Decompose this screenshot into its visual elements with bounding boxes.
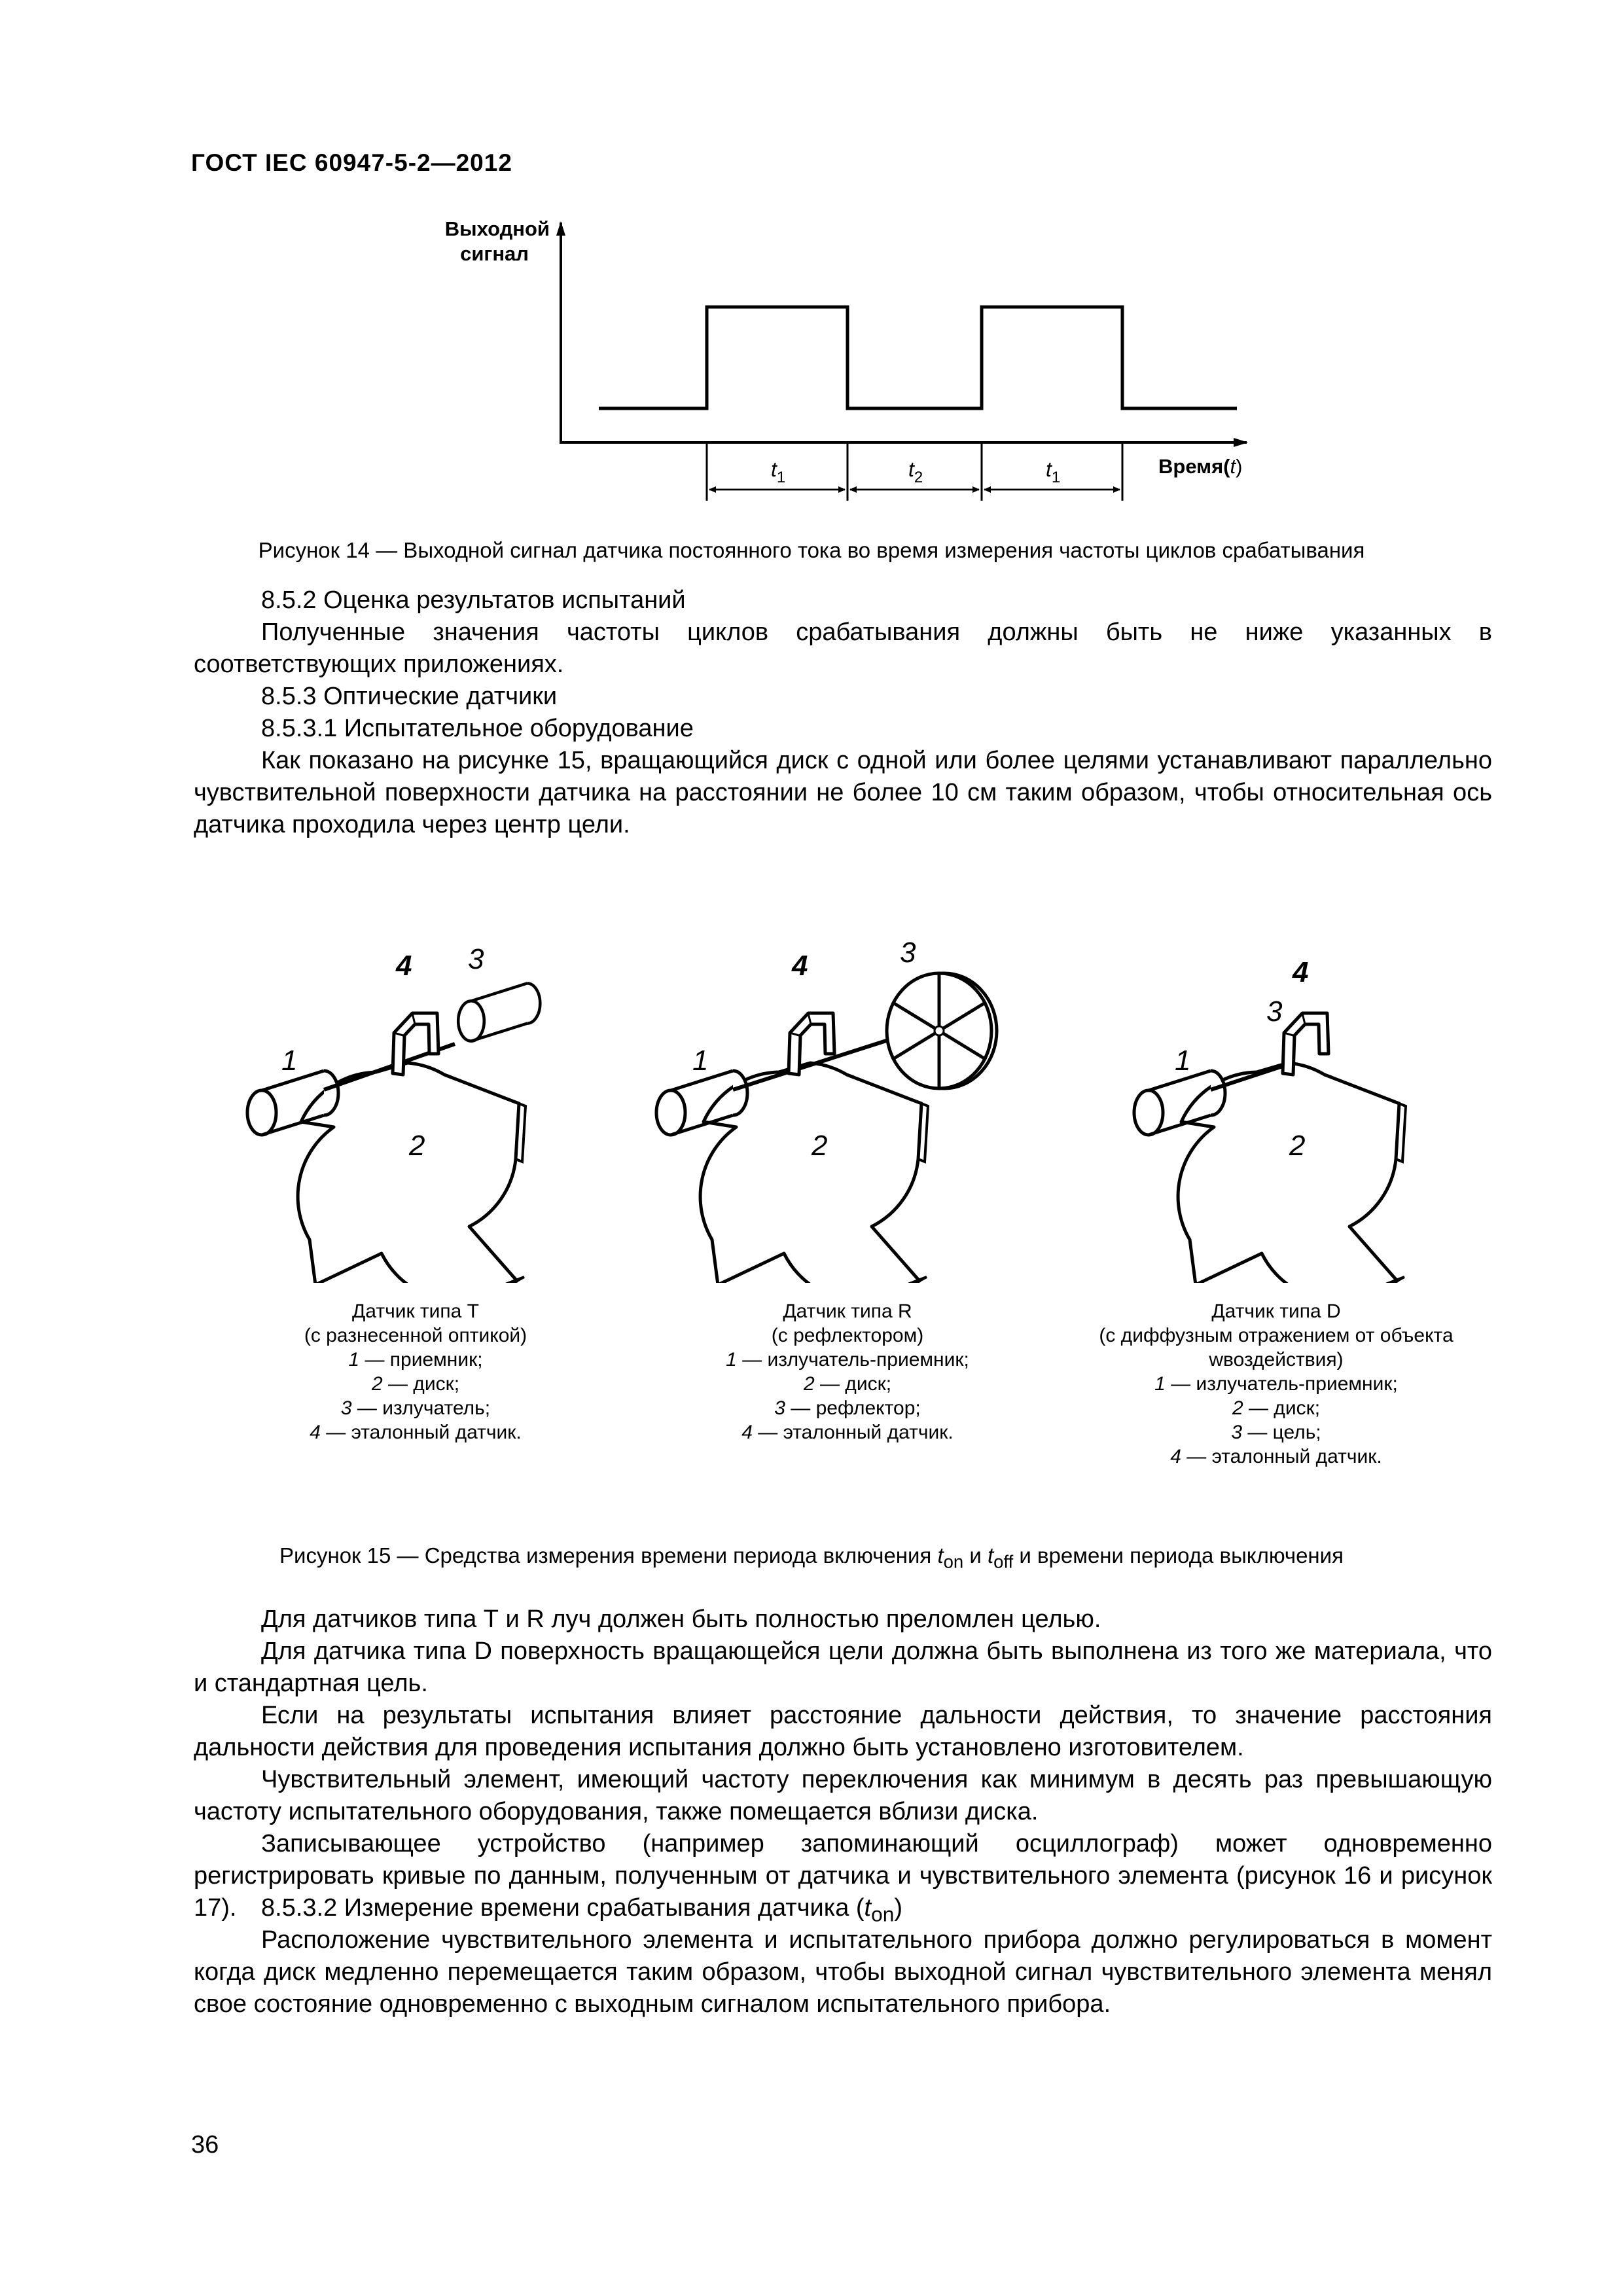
sensor-type-t-diagram — [247, 943, 540, 1283]
svg-text:2: 2 — [812, 1130, 828, 1162]
sensor-type-r-legend: Датчик типа R (с рефлектором) 1 — излучатель-приемник; 2 — диск; 3 — рефлектор; 4 — эталонный датчик. — [726, 1300, 969, 1443]
sensor-type-d-diagram — [1134, 956, 1406, 1283]
paragraph-beam: Для датчиков типа Т и R луч должен быть полностью преломлен целью. — [261, 1605, 1101, 1633]
sensor-type-t-legend: Датчик типа Т (с разнесенной оптикой) 1 — приемник; 2 — диск; 3 — излучатель; 4 — эталонный датчик. — [304, 1300, 527, 1443]
section-8-5-3-2: 8.5.3.2 Измерение времени срабатывания датчика $(t_{on})$ — [261, 1894, 902, 1926]
svg-text:4: 4 — [396, 950, 412, 982]
section-8-5-3: 8.5.3 Оптические датчики — [261, 683, 558, 710]
paragraph-recorder: Записывающее устройство (например запоминающий осциллограф) может одновременно регистрировать кривые по данным, полученным от датчика и чувствительного элемента (рисунок 16 и рисунок 17). — [194, 1830, 1492, 1922]
svg-text:2: 2 — [1289, 1130, 1306, 1162]
svg-text:1: 1 — [281, 1045, 298, 1077]
reflector-wheel — [887, 973, 997, 1088]
t1-label-second: $t_1$ — [1046, 457, 1061, 486]
section-8-5-2: 8.5.2 Оценка результатов испытаний — [261, 586, 686, 614]
x-axis-label: Время(t) — [1158, 455, 1243, 478]
svg-text:4: 4 — [792, 950, 808, 982]
page-number: 36 — [191, 2131, 219, 2159]
svg-text:2: 2 — [409, 1130, 425, 1162]
y-axis-label-2: сигнал — [460, 242, 529, 265]
sensor-type-d-legend: Датчик типа D (с диффузным отражением от объекта wвоздействия) 1 — излучатель-приемник; 2 — диск; 3 — цель; 4 — эталонный датчик. — [1099, 1300, 1454, 1467]
signal-waveform — [599, 307, 1237, 408]
y-axis-label-1: Выходной — [444, 217, 550, 240]
emitter — [458, 983, 540, 1041]
svg-text:3: 3 — [900, 937, 916, 969]
svg-text:1: 1 — [1175, 1045, 1191, 1077]
t2-label: $t_2$ — [908, 457, 923, 486]
svg-text:1: 1 — [692, 1045, 709, 1077]
measurement-setup-figure — [196, 877, 1492, 1283]
svg-text:3: 3 — [1266, 996, 1283, 1028]
svg-text:4: 4 — [1293, 956, 1309, 988]
sensor-type-r-diagram — [656, 937, 997, 1283]
figure14-caption: Рисунок 14 — Выходной сигнал датчика постоянного тока во время измерения частоты циклов срабатывания — [258, 538, 1365, 562]
paragraph-range-distance: Если на результаты испытания влияет расстояние дальности действия, то значение расстояния дальности действия для проведения испытания должно быть установлено изготовителем. — [194, 1702, 1492, 1761]
figure15-caption: Рисунок 15 — Средства измерения времени периода включения $t_{on}$ и $t_{off}$ и времени периода выключения — [279, 1543, 1344, 1572]
svg-text:3: 3 — [468, 943, 484, 975]
document-header: ГОСТ IEC 60947-5-2—2012 — [191, 149, 512, 176]
section-8-5-2-text: Полученные значения частоты циклов срабатывания должны быть не ниже указанных в соответствующих приложениях. — [194, 619, 1492, 678]
paragraph-target-material: Для датчика типа D поверхность вращающейся цели должна быть выполнена из того же материала, что и стандартная цель. — [194, 1638, 1492, 1697]
paragraph-alignment: Расположение чувствительного элемента и испытательного прибора должно регулироваться в момент когда диск медленно перемещается таким образом, чтобы выходной сигнал чувствительного элемента менял свое состояние одновременно с выходным сигналом испытательного прибора. — [194, 1926, 1492, 2018]
output-signal-figure — [419, 209, 1283, 511]
t1-label: $t_1$ — [771, 457, 786, 486]
paragraph-sensing-element: Чувствительный элемент, имеющий частоту переключения как минимум в десять раз превышающую частоту испытательного оборудования, также помещается вблизи диска. — [194, 1766, 1492, 1825]
section-8-5-3-1: 8.5.3.1 Испытательное оборудование — [261, 715, 694, 742]
section-8-5-3-1-text: Как показано на рисунке 15, вращающийся диск с одной или более целями устанавливают параллельно чувствительной поверхности датчика на расстоянии не более 10 см таким образом, чтобы относительная ось датчика проходила через центр цели. — [194, 747, 1492, 838]
